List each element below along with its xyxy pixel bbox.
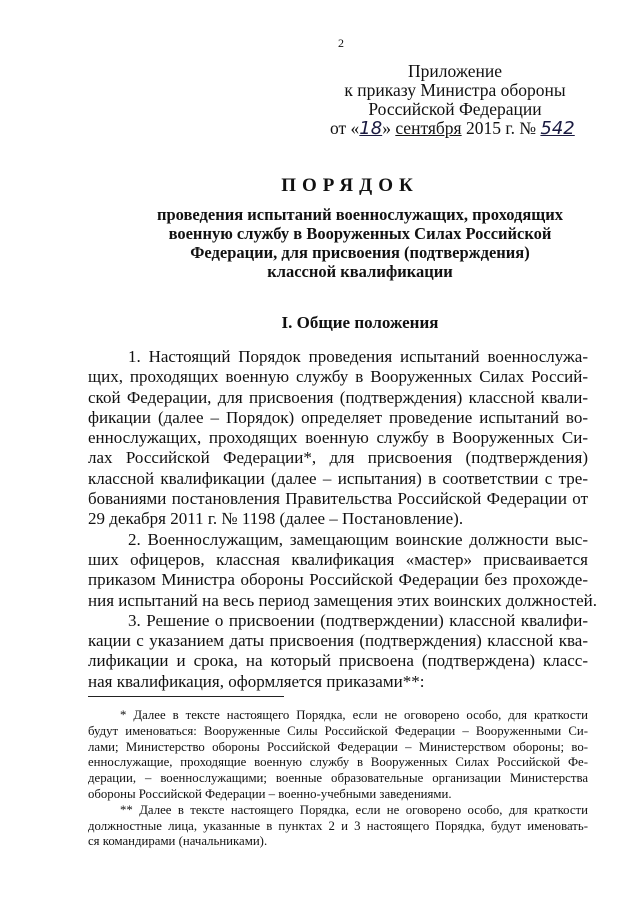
footnote-2-line: должностные лица, указанные в пунктах 2 и 3 настоящего Порядка, будут именовать- xyxy=(88,818,588,833)
paragraph-1-line: 1. Настоящий Порядок проведения испытаний военнослужа- xyxy=(128,347,588,366)
footnotes xyxy=(88,708,588,850)
paragraph-1-line: 29 декабря 2011 г. № 1198 (далее – Постановление). xyxy=(88,509,464,529)
footnote-1-line: еннослужащие, проходящие военную службу в Вооруженных Силах Российской Фе- xyxy=(88,755,588,770)
footnote-1-line: обороны Российской Федерации – военно-учебными заведениями. xyxy=(88,786,452,801)
paragraph-1-line: бованиями постановления Правительства Российской Федерации от xyxy=(88,489,588,509)
footnote-1-line: * Далее в тексте настоящего Порядка, если не оговорено особо, для краткости xyxy=(120,708,588,722)
paragraph-3-line: лификации и срока, на который присвоена (подтверждена) класс- xyxy=(88,651,588,671)
appendix-country: Российской Федерации xyxy=(368,99,542,119)
date-year: 2015 г. № xyxy=(461,118,541,138)
paragraph-1-line: еннослужащих, проходящих военную службу в Вооруженных Си- xyxy=(88,428,588,448)
footnote-separator xyxy=(88,696,284,697)
paragraph-3-line: ная квалификация, оформляется приказами**: xyxy=(88,671,425,691)
date-mid: » xyxy=(382,118,396,138)
paragraph-2-line: 2. Военнослужащим, замещающим воинские должности выс- xyxy=(128,529,588,549)
subtitle-line: проведения испытаний военнослужащих, проходящих xyxy=(157,205,563,224)
handwritten-order-number: 542 xyxy=(540,118,575,139)
footnote-2-line: ** Далее в тексте настоящего Порядка, если не оговорено особо, для краткости xyxy=(120,802,588,817)
appendix-order-ref: к приказу Министра обороны xyxy=(344,80,566,100)
footnote-2-line: ся командирами (начальниками). xyxy=(88,834,268,849)
paragraph-2-line: приказом Министра обороны Российской Федерации без прохожде- xyxy=(88,570,588,590)
footnote-1-line: дерации, – военнослужащими; военные образовательные организации Министерства xyxy=(88,771,588,786)
paragraph-1-line: классной квалификации (далее – испытания) в соответствии с тре- xyxy=(88,468,588,488)
paragraph-1-line: ской Федерации, для присвоения (подтверждения) классной квали- xyxy=(88,387,588,407)
appendix-header xyxy=(300,62,610,138)
document-title: ПОРЯДОК xyxy=(281,175,419,196)
body-text xyxy=(88,347,597,692)
section-title: I. Общие положения xyxy=(281,313,439,332)
paragraph-2-line: ших офицеров, классная квалификация «мастер» присваивается xyxy=(88,549,588,569)
footnote-1-line: лами; Министерство обороны Российской Федерации – Министерством обороны; во- xyxy=(88,739,588,754)
subtitle-line: военную службу в Вооруженных Силах Российской xyxy=(168,224,552,243)
handwritten-day: 18 xyxy=(359,118,383,139)
paragraph-1-line: фикации (далее – Порядок) определяет проведение испытаний во- xyxy=(88,407,588,427)
appendix-label: Приложение xyxy=(408,61,502,81)
document-subtitle xyxy=(100,205,620,281)
date-prefix: от « xyxy=(330,118,360,138)
subtitle-line: Федерации, для присвоения (подтверждения) xyxy=(190,243,530,262)
footnote-1-line: будут именоваться: Вооруженные Силы Российской Федерации – Вооруженными Си- xyxy=(88,723,588,738)
paragraph-3-line: 3. Решение о присвоении (подтверждении) классной квалифи- xyxy=(128,610,588,630)
paragraph-1-line: лах Российской Федерации*, для присвоения (подтверждения) xyxy=(88,448,588,468)
paragraph-2-line: ния испытаний на весь период замещения этих воинских должностей. xyxy=(88,590,597,610)
page-number: 2 xyxy=(338,36,344,50)
paragraph-1-line: щих, проходящих военную службу в Вооруженных Силах Россий- xyxy=(88,367,588,387)
order-date-line xyxy=(300,119,610,138)
paragraph-3-line: кации с указанием даты присвоения (подтверждения) классной ква- xyxy=(88,631,588,651)
subtitle-line: классной квалификации xyxy=(267,262,453,281)
date-month: сентября xyxy=(395,118,462,138)
